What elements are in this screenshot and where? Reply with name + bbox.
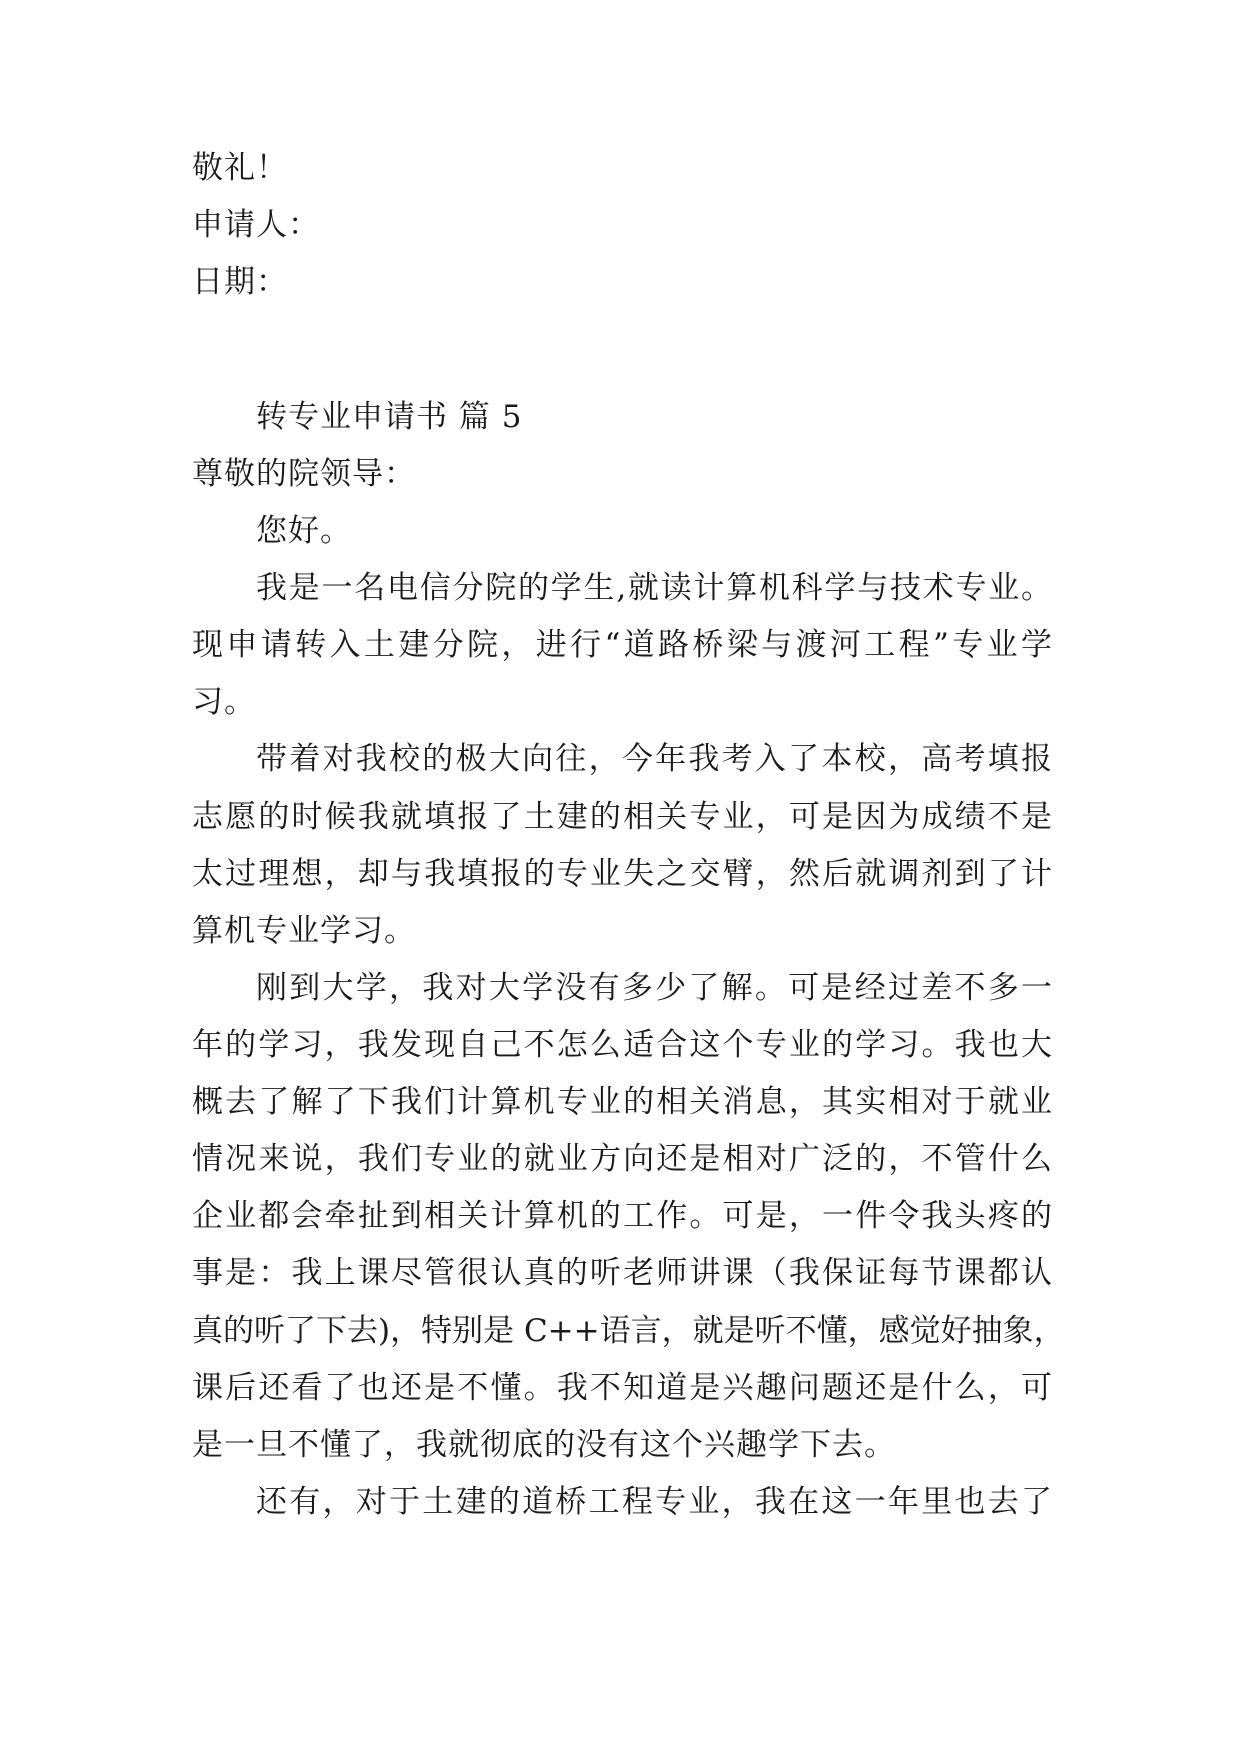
recipient-line: 尊敬的院领导： <box>192 456 416 492</box>
greeting-line: 您好。 <box>256 513 352 549</box>
body-line: 我是一名电信分院的学生,就读计算机科学与技术专业。 <box>256 570 1052 606</box>
body-line: 志愿的时候我就填报了土建的相关专业，可是因为成绩不是 <box>192 799 1052 835</box>
body-line: 刚到大学，我对大学没有多少了解。可是经过差不多一 <box>256 970 1052 1006</box>
body-line: 企业都会牵扯到相关计算机的工作。可是，一件令我头疼的 <box>192 1198 1052 1234</box>
body-line: 是一旦不懂了，我就彻底的没有这个兴趣学下去。 <box>192 1427 896 1463</box>
body-line: 年的学习，我发现自己不怎么适合这个专业的学习。我也大 <box>192 1027 1052 1063</box>
body-line: 现申请转入土建分院，进行“道路桥梁与渡河工程”专业学 <box>192 627 1052 663</box>
body-line: 真的听了下去)，特别是 C++语言，就是听不懂，感觉好抽象， <box>192 1313 1065 1349</box>
body-line: 事是：我上课尽管很认真的听老师讲课（我保证每节课都认 <box>192 1255 1052 1291</box>
date-label: 日期： <box>192 264 288 300</box>
body-line: 太过理想，却与我填报的专业失之交臂，然后就调剂到了计 <box>192 856 1052 892</box>
section-heading: 转专业申请书 篇 5 <box>256 399 523 435</box>
body-line: 课后还看了也还是不懂。我不知道是兴趣问题还是什么，可 <box>192 1370 1052 1406</box>
body-line: 情况来说，我们专业的就业方向还是相对广泛的，不管什么 <box>192 1141 1052 1177</box>
body-line: 带着对我校的极大向往，今年我考入了本校，高考填报 <box>256 741 1052 777</box>
body-line: 习。 <box>192 684 256 720</box>
applicant-label: 申请人： <box>192 207 320 243</box>
body-line: 概去了解了下我们计算机专业的相关消息，其实相对于就业 <box>192 1084 1052 1120</box>
body-line: 算机专业学习。 <box>192 913 416 949</box>
body-line: 还有，对于土建的道桥工程专业，我在这一年里也去了 <box>256 1484 1052 1520</box>
closing-salutation: 敬礼！ <box>192 150 288 186</box>
